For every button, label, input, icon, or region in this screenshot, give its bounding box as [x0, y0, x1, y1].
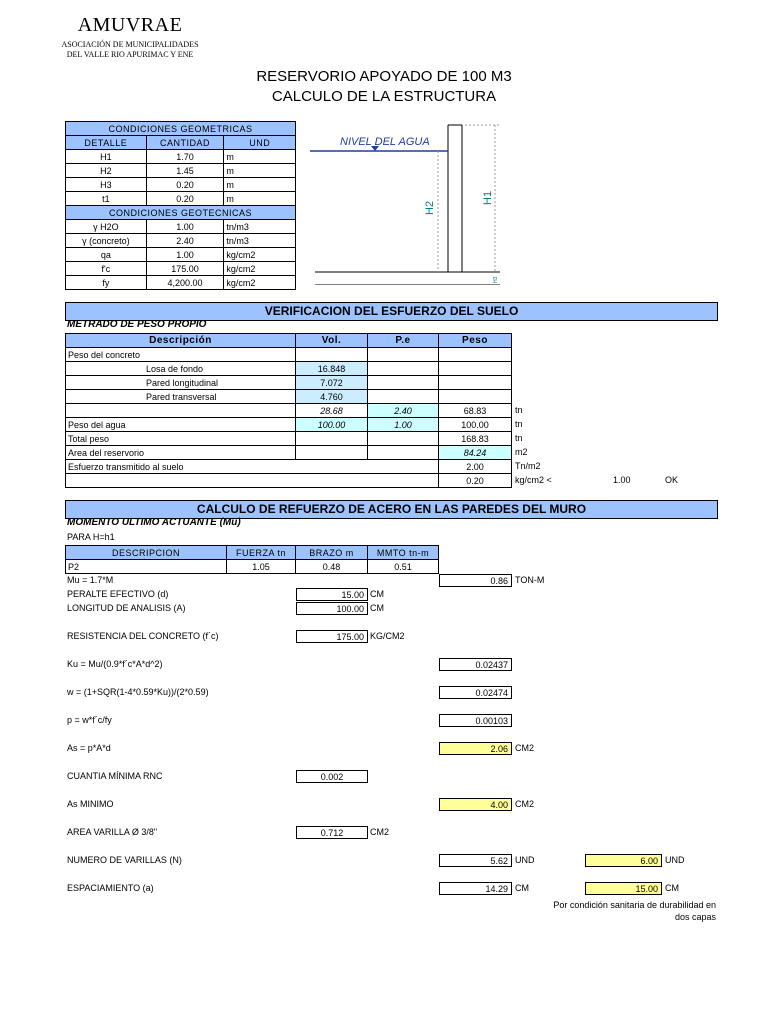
cell: 7.072: [296, 376, 368, 390]
cuantia-value: 0.002: [296, 770, 368, 783]
h2-label: H2: [424, 200, 436, 215]
table-row: [66, 460, 512, 474]
cell: H1: [66, 150, 147, 164]
org-subtitle-line1: ASOCIACIÓN DE MUNICIPALIDADES: [61, 40, 199, 49]
cell: 1.00: [146, 220, 224, 234]
cell: 28.68: [296, 404, 368, 418]
cell: Area del reservorio: [66, 446, 296, 460]
cell: H2: [66, 164, 147, 178]
cell: m: [224, 164, 296, 178]
col-brazo: BRAZO m: [296, 546, 368, 560]
cell: kg/cm2: [224, 248, 296, 262]
cell: 1.70: [146, 150, 224, 164]
d-label: PERALTE EFECTIVO (d): [67, 589, 169, 599]
durability-note-line1: Por condición sanitaria de durabilidad en: [553, 900, 716, 910]
cell: 84.24: [439, 446, 512, 460]
esf-unit: Tn/m2: [515, 461, 541, 471]
as-label: As = p*A*d: [67, 743, 111, 753]
col-peso: Peso: [439, 334, 512, 348]
table-row: [66, 432, 512, 446]
cell: tn/m3: [224, 220, 296, 234]
cell: 0.20: [439, 474, 512, 488]
w-value: 0.02474: [439, 686, 512, 699]
cell: Pared transversal: [66, 390, 296, 404]
cell: 0.20: [146, 178, 224, 192]
table-row: [66, 560, 439, 574]
d-value: 15.00: [296, 588, 368, 601]
cell: 4.760: [296, 390, 368, 404]
cell: P2: [66, 560, 227, 574]
cell: H3: [66, 178, 147, 192]
wall-diagram: [305, 115, 505, 285]
cell: 0.51: [368, 560, 439, 574]
cell: m: [224, 192, 296, 206]
table-row: [66, 390, 512, 404]
cuantia-label: CUANTIA MÍNIMA RNC: [67, 771, 163, 781]
durability-note-line2: dos capas: [674, 912, 716, 922]
table-row: [66, 348, 512, 362]
cell: 16.848: [296, 362, 368, 376]
geometry-table: [65, 121, 296, 290]
table-row: [66, 276, 296, 290]
cell: Peso del agua: [66, 418, 296, 432]
av-unit: CM2: [370, 827, 390, 837]
ku-label: Ku = Mu/(0.9*f´c*A*d^2): [67, 659, 163, 669]
qa-value: 1.00: [613, 475, 631, 485]
cell: Losa de fondo: [66, 362, 296, 376]
total-unit: tn: [515, 433, 523, 443]
fc-value: 175.00: [296, 630, 368, 643]
cell: t1: [66, 192, 147, 206]
cell: f'c: [66, 262, 147, 276]
cell: m: [224, 178, 296, 192]
water-level-label: NIVEL DEL AGUA: [340, 136, 430, 148]
doc-title: RESERVORIO APOYADO DE 100 M3: [256, 68, 512, 85]
table-row: [66, 248, 296, 262]
table-row: [66, 362, 512, 376]
section-verificacion-title: VERIFICACION DEL ESFUERZO DEL SUELO: [65, 302, 718, 321]
h3-label: H3: [493, 276, 499, 283]
table-row: [66, 150, 296, 164]
table-row: [66, 404, 512, 418]
table-row: [66, 164, 296, 178]
metrado-table: [65, 333, 512, 488]
org-name: AMUVRAE: [77, 14, 183, 36]
cell: 68.83: [439, 404, 512, 418]
col-descripcion: DESCRIPCION: [66, 546, 227, 560]
e-unit: CM: [515, 883, 529, 893]
moment-table: [65, 545, 439, 574]
n-unit: UND: [515, 855, 535, 865]
org-subtitle: [40, 40, 220, 60]
av-label: AREA VARILLA Ø 3/8": [67, 827, 158, 837]
cell: γ (concreto): [66, 234, 147, 248]
cell: qa: [66, 248, 147, 262]
table-row: [66, 474, 512, 488]
para-label: PARA H=h1: [67, 532, 115, 542]
cell: γ H2O: [66, 220, 147, 234]
section-acero-title: CALCULO DE REFUERZO DE ACERO EN LAS PAREDES DEL MURO: [65, 500, 718, 519]
geotec-title: CONDICIONES GEOTECNICAS: [66, 206, 296, 220]
col-cantidad: CANTIDAD: [146, 136, 224, 150]
cell: 100.00: [296, 418, 368, 432]
cell: 0.48: [296, 560, 368, 574]
mu-subtitle: MOMENTO ULTIMO ACTUANTE (Mu): [67, 517, 241, 528]
table-row: [66, 234, 296, 248]
cell: 2.00: [439, 460, 512, 474]
asmin-label: As MINIMO: [67, 799, 114, 809]
w-label: w = (1+SQR(1-4*0.59*Ku))/(2*0.59): [67, 687, 209, 697]
h1-label: H1: [482, 190, 494, 205]
e-unit-adopted: CM: [665, 883, 679, 893]
p-label: p = w*f´c/fy: [67, 715, 112, 725]
cell: kg/cm2: [224, 262, 296, 276]
e-label: ESPACIAMIENTO (a): [67, 883, 154, 893]
mu-unit: TON-M: [515, 575, 545, 585]
col-und: UND: [224, 136, 296, 150]
col-vol: Vol.: [296, 334, 368, 348]
cell: 100.00: [439, 418, 512, 432]
cell: fy: [66, 276, 147, 290]
col-pe: P.e: [368, 334, 439, 348]
mu-value: 0.86: [439, 574, 512, 587]
cell: 0.20: [146, 192, 224, 206]
col-mmto: MMTO tn-m: [368, 546, 439, 560]
cell: 175.00: [146, 262, 224, 276]
table-row: [66, 446, 512, 460]
ok-status: OK: [665, 475, 679, 485]
p-value: 0.00103: [439, 714, 512, 727]
a-label: LONGITUD DE ANALISIS (A): [67, 603, 186, 613]
agua-unit: tn: [515, 419, 523, 429]
doc-subtitle: CALCULO DE LA ESTRUCTURA: [271, 88, 497, 105]
cell: Pared longitudinal: [66, 376, 296, 390]
asmin-value: 4.00: [439, 798, 512, 811]
cell: Peso del concreto: [66, 348, 296, 362]
cell: Esfuerzo transmitido al suelo: [66, 460, 439, 474]
table-row: [66, 418, 512, 432]
table-row: [66, 262, 296, 276]
cell: 1.05: [227, 560, 296, 574]
cell: kg/cm2: [224, 276, 296, 290]
table-row: [66, 220, 296, 234]
n-label: NUMERO DE VARILLAS (N): [67, 855, 182, 865]
mu-label: Mu = 1.7*M: [67, 575, 114, 585]
table-row: [66, 192, 296, 206]
cell: tn/m3: [224, 234, 296, 248]
e-value: 14.29: [439, 882, 512, 895]
geometry-title: CONDICIONES GEOMETRICAS: [66, 122, 296, 136]
cell: m: [224, 150, 296, 164]
cell: 4,200.00: [146, 276, 224, 290]
area-unit: m2: [515, 447, 528, 457]
asmin-unit: CM2: [515, 799, 535, 809]
cell: 2.40: [146, 234, 224, 248]
as-value: 2.06: [439, 742, 512, 755]
table-row: [66, 178, 296, 192]
cell: 1.00: [146, 248, 224, 262]
a-value: 100.00: [296, 602, 368, 615]
d-unit: CM: [370, 589, 384, 599]
as-unit: CM2: [515, 743, 535, 753]
cell: 1.45: [146, 164, 224, 178]
cell: 2.40: [368, 404, 439, 418]
a-unit: CM: [370, 603, 384, 613]
fc-unit: KG/CM2: [370, 631, 405, 641]
e-value-adopted: 15.00: [585, 882, 662, 895]
durability-note: [500, 899, 716, 923]
av-value: 0.712: [296, 826, 368, 839]
col-descripcion: Descripción: [66, 334, 296, 348]
cell: 1.00: [368, 418, 439, 432]
esf2-unit: kg/cm2 <: [515, 475, 552, 485]
sum-unit: tn: [515, 405, 523, 415]
col-detalle: DETALLE: [66, 136, 147, 150]
metrado-subtitle: METRADO DE PESO PROPIO: [67, 319, 207, 330]
n-value: 5.62: [439, 854, 512, 867]
table-row: [66, 376, 512, 390]
n-value-adopted: 6.00: [585, 854, 662, 867]
ku-value: 0.02437: [439, 658, 512, 671]
org-subtitle-line2: DEL VALLE RIO APURIMAC Y ENE: [66, 50, 194, 59]
n-unit-adopted: UND: [665, 855, 685, 865]
cell: 168.83: [439, 432, 512, 446]
fc-label: RESISTENCIA DEL CONCRETO (f´c): [67, 631, 219, 641]
cell: Total peso: [66, 432, 296, 446]
col-fuerza: FUERZA tn: [227, 546, 296, 560]
